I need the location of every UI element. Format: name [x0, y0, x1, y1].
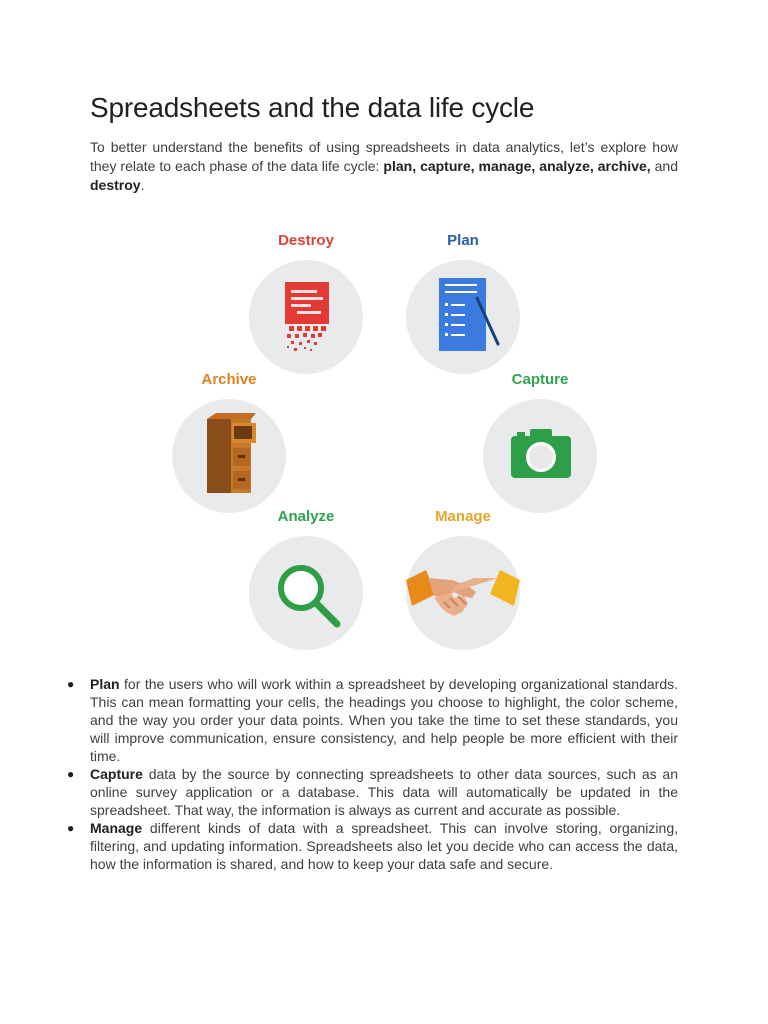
intro-phase-archive: archive,: [597, 158, 651, 174]
phase-destroy-label: Destroy: [278, 232, 334, 249]
data-life-cycle-diagram: [160, 225, 610, 665]
handshake-icon: [406, 536, 520, 650]
phase-archive: [172, 369, 286, 513]
phase-plan: [406, 230, 520, 374]
phase-destroy-circle: [249, 260, 363, 374]
list-item-term: Plan: [90, 676, 120, 692]
intro-text: To better understand the benefits of using spreadsheets in data analytics, let’s explore how they relate to each phase of the data life cycle:: [90, 139, 678, 174]
intro-phase-manage: manage,: [478, 158, 536, 174]
phase-manage-label: Manage: [435, 508, 491, 525]
shredded-document-icon: [249, 260, 363, 374]
phase-archive-circle: [172, 399, 286, 513]
filing-cabinet-icon: [172, 399, 286, 513]
list-item-manage: [63, 819, 678, 873]
intro-phase-capture: capture,: [420, 158, 475, 174]
bullet-list: [63, 675, 678, 873]
phase-capture-circle: [483, 399, 597, 513]
phase-manage: [406, 506, 520, 650]
phase-manage-circle: [406, 536, 520, 650]
phase-analyze-label: Analyze: [277, 508, 335, 525]
phase-capture-label: Capture: [511, 371, 569, 388]
list-item-text: data by the source by connecting spreadsheets to other data sources, such as an online survey application or a database. This data will automatically be updated in the spreadsheet. That way, the information is always as current and accurate as possible.: [90, 766, 678, 818]
intro-period: .: [140, 177, 145, 193]
phase-destroy: [249, 230, 363, 374]
list-item-term: Capture: [90, 766, 143, 782]
intro-phase-analyze: analyze,: [539, 158, 594, 174]
list-item-term: Manage: [90, 820, 143, 836]
camera-icon: [483, 399, 597, 513]
magnifying-glass-icon: [249, 536, 363, 650]
bullet-dot: ●: [67, 677, 75, 691]
phase-archive-label: Archive: [201, 371, 257, 388]
phase-plan-label: Plan: [447, 232, 479, 249]
phase-analyze-circle: [249, 536, 363, 650]
list-item-text: for the users who will work within a spreadsheet by developing organizational standards. This can mean formatting your cells, the headings you choose to highlight, the color scheme, and the way you order your data points. When you take the time to set these standards, you will improve communication, ensure consistency, and help people be more efficient with their time.: [90, 676, 678, 764]
bullet-dot: ●: [67, 767, 75, 781]
list-item-plan: [63, 675, 678, 765]
intro-phase-destroy: destroy: [90, 177, 141, 193]
list-item-text: different kinds of data with a spreadsheet. This can involve storing, organizing, filtering, and updating information. Spreadsheets also let you decide who can access the data, how the information is shared, and how to keep your data safe and secure.: [90, 820, 678, 872]
bullet-dot: ●: [67, 821, 75, 835]
phase-capture: [483, 369, 597, 513]
clipboard-checklist-icon: [406, 260, 520, 374]
intro-paragraph: [90, 138, 678, 195]
page-title: Spreadsheets and the data life cycle: [90, 92, 535, 123]
phase-analyze: [249, 506, 363, 650]
list-item-capture: [63, 765, 678, 819]
intro-phase-plan: plan,: [383, 158, 417, 174]
intro-and: and: [654, 158, 678, 174]
phase-plan-circle: [406, 260, 520, 374]
